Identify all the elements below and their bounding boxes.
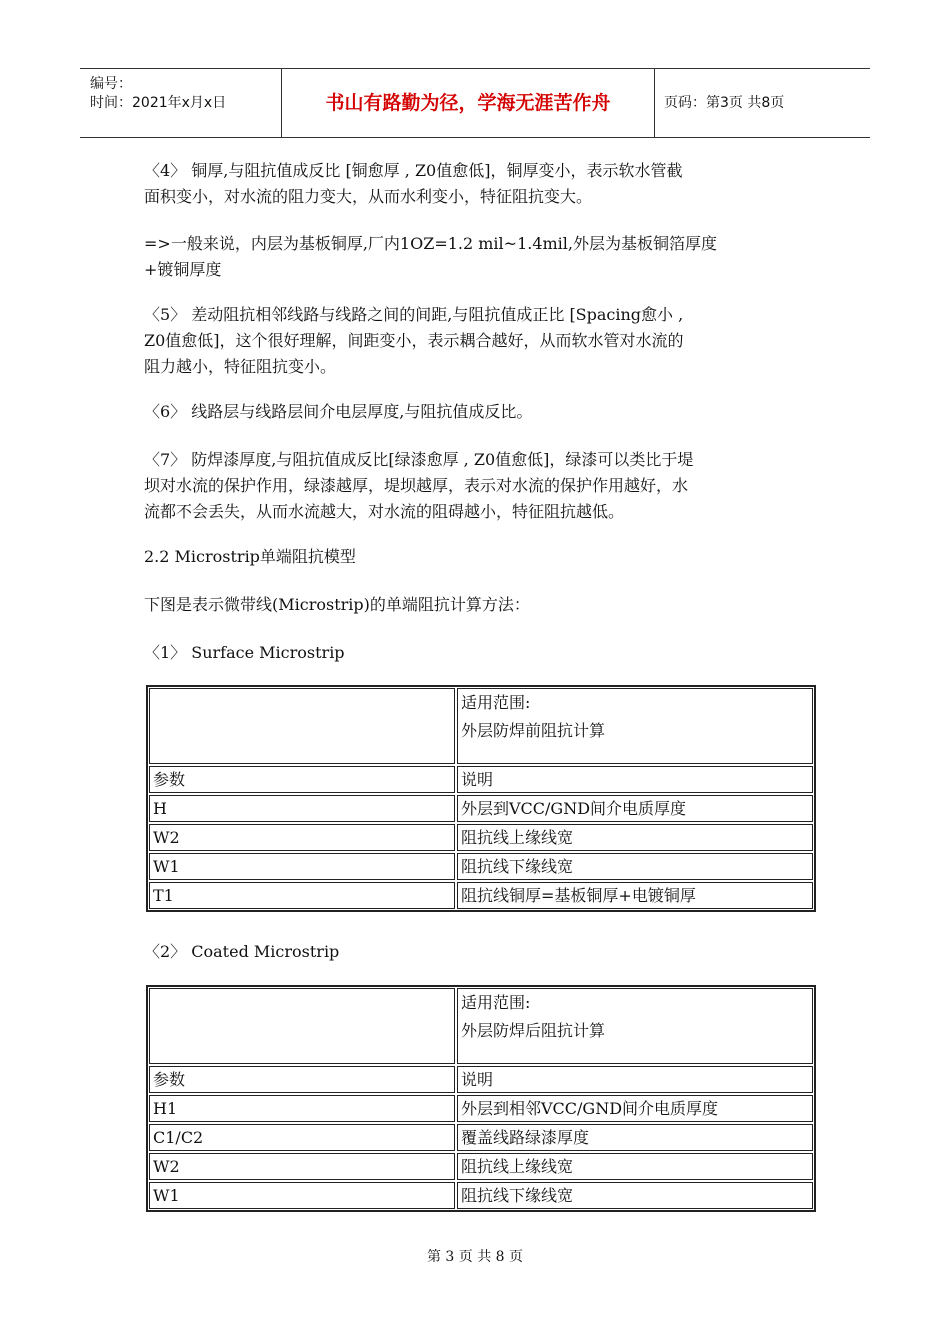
table-cell-desc: 阻抗线铜厚=基板铜厚+电镀铜厚 — [457, 882, 813, 909]
table-cell-param: T1 — [149, 882, 455, 909]
text-line: 阻力越小，特征阻抗变小。 — [144, 357, 337, 376]
table-cell-desc: 阻抗线下缘线宽 — [457, 1182, 813, 1209]
table-row — [148, 1181, 814, 1210]
paragraph-spacing — [144, 302, 814, 380]
page-footer: 第 3 页 共 8 页 — [426, 1249, 524, 1265]
table-cell-param: W2 — [149, 824, 455, 851]
table-cell-desc: 说明 — [457, 1066, 813, 1093]
subsection-surface-microstrip — [144, 640, 814, 666]
text-line: 坝对水流的保护作用，绿漆越厚，堤坝越厚，表示对水流的保护作用越好，水 — [144, 476, 689, 495]
document-date: 时间：2021年x月x日 — [90, 95, 227, 111]
table-cell-empty — [149, 688, 455, 764]
paragraph-intro — [144, 592, 814, 618]
text-line: 〈6〉 线路层与线路层间介电层厚度,与阻抗值成反比。 — [144, 402, 533, 421]
text-line: 2.2 Microstrip单端阻抗模型 — [144, 547, 356, 566]
table-cell-desc: 外层到VCC/GND间介电质厚度 — [457, 795, 813, 822]
document-number: 编号： — [90, 76, 132, 92]
paragraph-copper-note — [144, 231, 814, 283]
text-line: 〈5〉 差动阻抗相邻线路与线路之间的间距,与阻抗值成正比 [Spacing愈小 , — [144, 305, 684, 324]
text-line: +镀铜厚度 — [144, 260, 222, 279]
table-row — [148, 687, 814, 765]
scope-value: 外层防焊前阻抗计算 — [461, 721, 606, 740]
paragraph-solder-mask — [144, 447, 814, 525]
scope-label: 适用范围: — [461, 693, 531, 712]
scope-label: 适用范围: — [461, 993, 531, 1012]
table-cell-scope — [457, 988, 813, 1064]
table-cell-param: C1/C2 — [149, 1124, 455, 1151]
table-cell-desc: 阻抗线上缘线宽 — [457, 824, 813, 851]
text-line: 下图是表示微带线(Microstrip)的单端阻抗计算方法： — [144, 595, 530, 614]
table-cell-param: W2 — [149, 1153, 455, 1180]
subsection-coated-microstrip: 〈2〉 Coated Microstrip — [144, 942, 340, 961]
table-row — [148, 987, 814, 1065]
table-row — [148, 823, 814, 852]
text-line: 面积变小，对水流的阻力变大，从而水利变小，特征阻抗变大。 — [144, 187, 593, 206]
table-cell-param: W1 — [149, 853, 455, 880]
table-cell-param: 参数 — [149, 1066, 455, 1093]
table-cell-param: H — [149, 795, 455, 822]
text-line: 〈4〉 铜厚,与阻抗值成反比 [铜愈厚 , Z0值愈低]，铜厚变小，表示软水管截 — [144, 161, 683, 180]
paragraph-dielectric — [144, 399, 814, 425]
table-cell-desc: 说明 — [457, 766, 813, 793]
table-cell-desc: 阻抗线上缘线宽 — [457, 1153, 813, 1180]
section-heading-microstrip — [144, 544, 814, 570]
text-line: 〈7〉 防焊漆厚度,与阻抗值成反比[绿漆愈厚 , Z0值愈低]，绿漆可以类比于堤 — [144, 450, 694, 469]
scope-value: 外层防焊后阻抗计算 — [461, 1021, 606, 1040]
table-row — [148, 881, 814, 910]
surface-microstrip-table — [146, 685, 816, 912]
table-row — [148, 1065, 814, 1094]
header-motto: 书山有路勤为径，学海无涯苦作舟 — [282, 69, 655, 137]
table-row — [148, 794, 814, 823]
text-line: Z0值愈低]，这个很好理解，间距变小，表示耦合越好，从而软水管对水流的 — [144, 331, 684, 350]
table-cell-param: 参数 — [149, 766, 455, 793]
text-line: 〈1〉 Surface Microstrip — [144, 643, 345, 662]
page-header — [80, 68, 870, 138]
table-row — [148, 1123, 814, 1152]
header-meta — [80, 69, 282, 137]
text-line: 流都不会丢失，从而水流越大，对水流的阻碍越小，特征阻抗越低。 — [144, 502, 625, 521]
table-row — [148, 852, 814, 881]
text-line: =>一般来说，内层为基板铜厚,厂内1OZ=1.2 mil~1.4mil,外层为基板铜箔厚度 — [144, 234, 718, 253]
table-cell-param: H1 — [149, 1095, 455, 1122]
table-cell-scope — [457, 688, 813, 764]
header-page-number: 页码：第3页 共8页 — [664, 95, 785, 111]
table-row — [148, 1152, 814, 1181]
table-cell-desc: 阻抗线下缘线宽 — [457, 853, 813, 880]
coated-microstrip-table — [146, 985, 816, 1212]
table-cell-empty — [149, 988, 455, 1064]
table-row — [148, 765, 814, 794]
table-cell-desc: 外层到相邻VCC/GND间介电质厚度 — [457, 1095, 813, 1122]
table-cell-param: W1 — [149, 1182, 455, 1209]
paragraph-copper-thickness — [144, 158, 814, 210]
table-cell-desc: 覆盖线路绿漆厚度 — [457, 1124, 813, 1151]
table-row — [148, 1094, 814, 1123]
